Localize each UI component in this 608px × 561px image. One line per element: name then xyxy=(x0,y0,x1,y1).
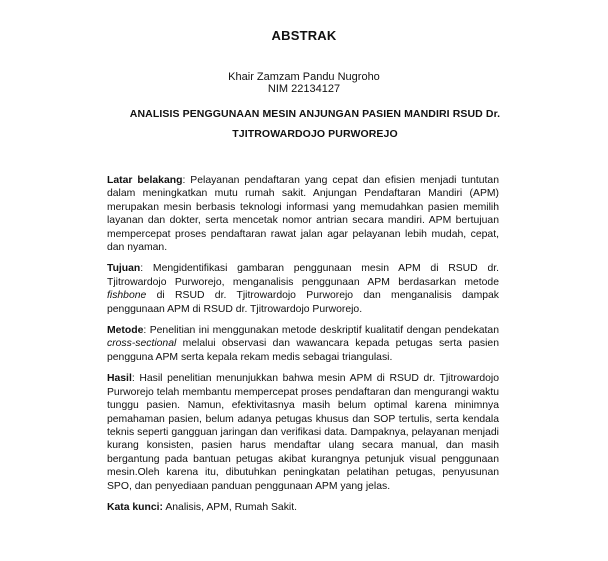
keywords-line xyxy=(107,501,499,514)
results-text: : Hasil penelitian menunjukkan bahwa mesin APM di RSUD dr. Tjitrowardojo Purworejo telah membantu mempercepat proses pendaftaran dan mengurangi waktu tunggu pasien. Namun, efektivitasnya masih belum optimal karena minimnya pemahaman pasien, belum adanya petugas khusus dan SOP tertulis, serta kendala teknis seperti gangguan jaringan dan verifikasi data. Dampaknya, pelayanan menjadi kurang konsisten, pasien harus mendaftar ulang secara manual, dan masih bergantung pada bantuan petugas akibat kurangnya petunjuk visual penggunaan mesin.Oleh karena itu, dibutuhkan peningkatan pelatihan petugas, penyusunan SPO, dan penyediaan panduan penggunaan APM yang jelas. xyxy=(107,373,499,492)
method-emphasis: cross-sectional xyxy=(107,338,177,350)
method-text-after: melalui observasi dan wawancara kepada petugas serta pasien pengguna APM serta kepala rekam medis sebagai triangulasi. xyxy=(107,338,499,363)
background-label: Latar belakang xyxy=(107,175,183,186)
abstract-body xyxy=(107,174,499,514)
research-title-line-2: TJITROWARDOJO PURWOREJO xyxy=(232,128,398,140)
background-paragraph xyxy=(107,174,499,254)
page-title: ABSTRAK xyxy=(271,28,337,43)
method-paragraph xyxy=(107,324,499,364)
method-text-before: : Penelitian ini menggunakan metode deskriptif kualitatif dengan pendekatan xyxy=(143,325,499,337)
results-label: Hasil xyxy=(107,373,132,385)
method-label: Metode xyxy=(107,325,144,337)
keywords-text: Analisis, APM, Rumah Sakit. xyxy=(163,501,297,513)
research-title-line-1: ANALISIS PENGGUNAAN MESIN ANJUNGAN PASIEN MANDIRI RSUD Dr. xyxy=(129,108,501,120)
objective-text-before: : Mengidentifikasi gambaran penggunaan mesin APM di RSUD dr. Tjitrowardojo Purworejo, menganalisis penggunaan APM berdasarkan metode xyxy=(107,263,499,288)
objective-paragraph xyxy=(107,262,499,316)
results-paragraph xyxy=(107,372,499,493)
background-text: : Pelayanan pendaftaran yang cepat dan efisien menjadi tuntutan dalam meningkatkan mutu rumah sakit. Anjungan Pendaftaran Mandiri (APM) merupakan mesin berbasis teknologi informasi yang memudahkan pasien memilih layanan dan dokter, serta mencetak nomor antrian secara mandiri. APM bertujuan mempercepat proses pendaftaran rawat jalan agar pelayanan lebih mudah, cepat, dan nyaman. xyxy=(107,175,499,254)
objective-text-after: di RSUD dr. Tjitrowardojo Purworejo dan menganalisis dampak penggunaan APM di RSUD dr. Tjitrowardojo Purworejo. xyxy=(107,290,499,315)
objective-emphasis: fishbone xyxy=(107,290,147,302)
research-title xyxy=(100,104,530,144)
author-name: Khair Zamzam Pandu Nugroho xyxy=(228,71,380,83)
objective-label: Tujuan xyxy=(107,263,141,275)
keywords-label: Kata kunci: xyxy=(107,501,164,513)
author-nim: NIM 22134127 xyxy=(267,83,341,95)
